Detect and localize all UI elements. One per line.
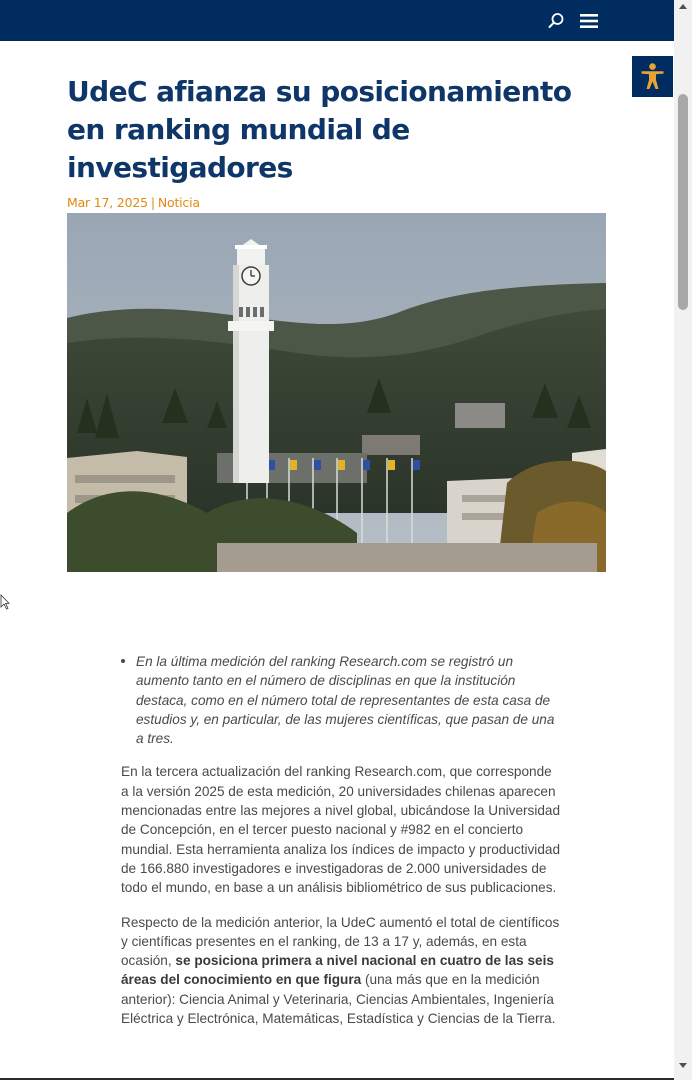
- publish-date: Mar 17, 2025: [67, 195, 148, 210]
- paragraph-text: (una más que en la medición anterior): Ciencia Animal y Veterinaria, Ciencias Ambientales, Ingeniería Eléctrica y Electrónica, Matemáticas, Estadística y Ciencias de la Tierra.: [121, 972, 556, 1027]
- accessibility-button[interactable]: [632, 56, 673, 97]
- accessibility-person-icon: [640, 63, 665, 90]
- scroll-down-arrow-icon[interactable]: [679, 1063, 687, 1068]
- scrollbar-thumb[interactable]: [678, 94, 688, 310]
- article-body: [121, 652, 561, 1043]
- scroll-up-arrow-icon[interactable]: [679, 4, 687, 9]
- article-paragraph: En la tercera actualización del ranking Research.com, que corresponde a la versión 2025 de esta medición, 20 universidades chilenas aparecen mencionadas entre las mejores a nivel global, ubicándose la Universidad de Concepción, en el tercer puesto nacional y #982 en el concierto mundial. Esta herramienta analiza los índices de impacto y productividad de 166.880 investigadores e investigadoras de 2.000 universidades de todo el mundo, en base a un análisis bibliométrico de sus publicaciones.: [121, 764, 561, 896]
- article-photo: [67, 213, 606, 572]
- article-meta: [67, 195, 200, 211]
- page-scrollbar[interactable]: [674, 0, 692, 1080]
- meta-separator: |: [150, 195, 155, 210]
- hamburger-menu-icon[interactable]: [580, 13, 598, 29]
- paragraph-text: Respecto de la medición anterior, la UdeC aumentó el total de científicos y científicas presentes en el ranking, de 13 a 17 y, además, en esta ocasión,: [121, 914, 560, 969]
- article-summary-bullet: En la última medición del ranking Research.com se registró un aumento tanto en el número de disciplinas en que la institución destaca, como en el número total de representantes de esta casa de estudios y, en particular, de las mujeres científicas, que pasan de una a tres.: [121, 652, 561, 748]
- site-header: [0, 0, 674, 41]
- paragraph-bold-text: se posiciona primera a nivel nacional en cuatro de las seis áreas del conocimiento en que figura: [121, 953, 554, 988]
- search-icon[interactable]: [547, 12, 565, 30]
- mouse-pointer-icon: [0, 594, 10, 612]
- article-paragraph: [121, 913, 561, 1029]
- category-link[interactable]: Noticia: [157, 195, 200, 210]
- article-title: UdeC afianza su posicionamiento en ranking mundial de investigadores: [67, 75, 572, 184]
